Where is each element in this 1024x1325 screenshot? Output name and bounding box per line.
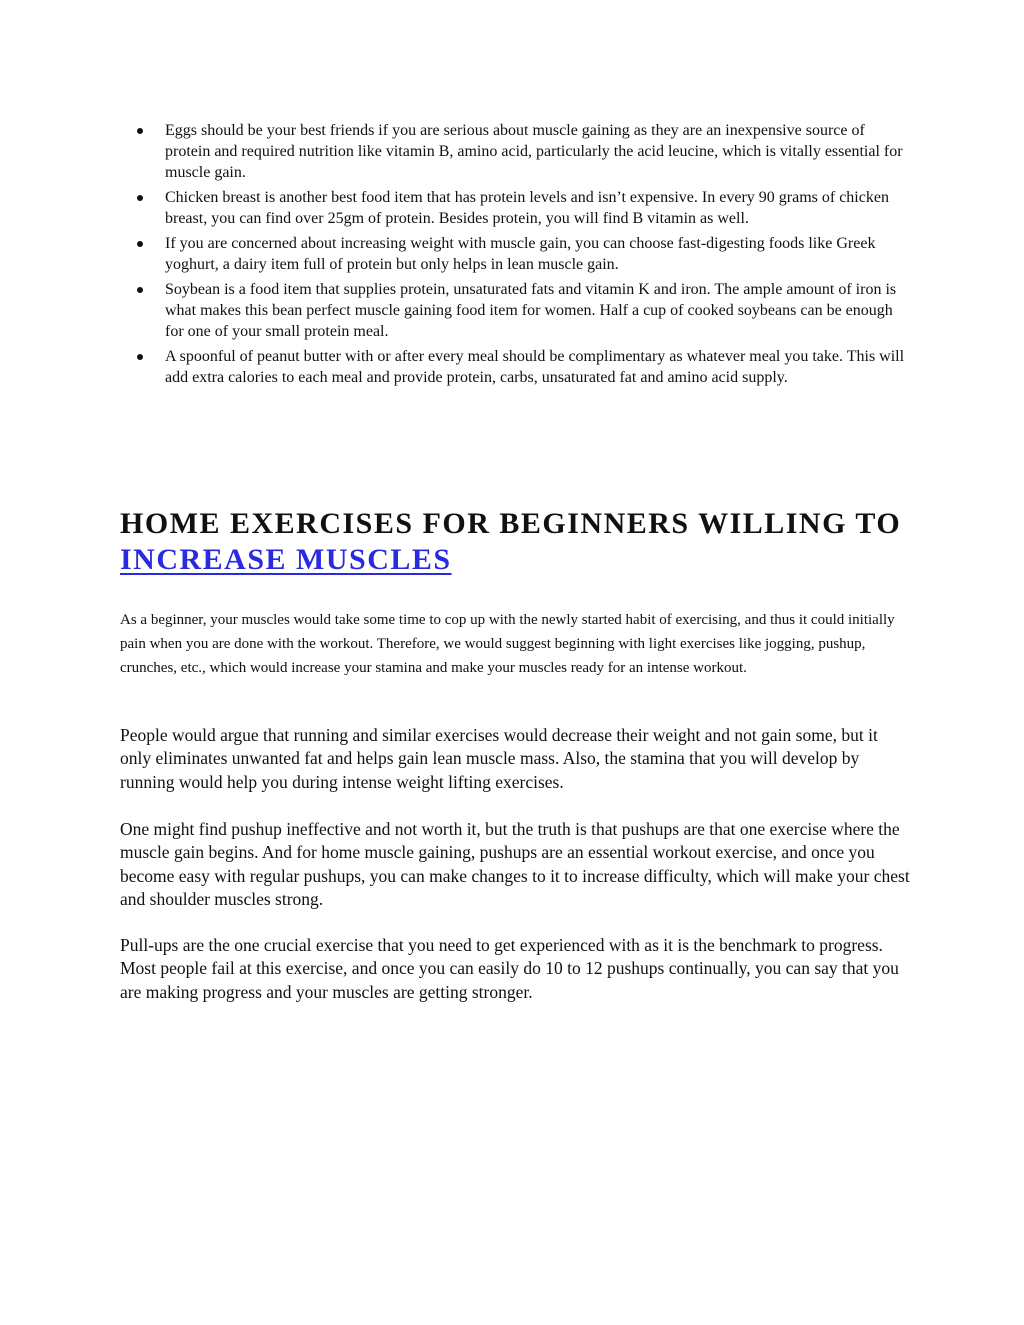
list-item (120, 120, 910, 183)
section-heading (120, 506, 920, 578)
heading-text: HOME EXERCISES FOR BEGINNERS WILLING TO (120, 507, 902, 540)
bullet-icon (137, 195, 143, 201)
running-paragraph: People would argue that running and similar exercises would decrease their weight and not gain some, but it only eliminates unwanted fat and helps gain lean muscle mass. Also, the stamina that you will develop by running would help you during intense weight lifting exercises. (120, 725, 878, 792)
list-item-text: If you are concerned about increasing weight with muscle gain, you can choose fast-digesting foods like Greek yoghurt, a dairy item full of protein but only helps in lean muscle gain. (165, 235, 876, 273)
list-item-text: A spoonful of peanut butter with or after every meal should be complimentary as whatever meal you take. This will add extra calories to each meal and provide protein, carbs, unsaturated fat and amino acid supply. (165, 348, 905, 386)
list-item-text: Eggs should be your best friends if you are serious about muscle gaining as they are an inexpensive source of protein and required nutrition like vitamin B, amino acid, particularly the acid leucine, which is vitally essential for muscle gain. (165, 122, 903, 181)
list-item (120, 187, 910, 229)
bullet-icon (137, 354, 143, 360)
increase-muscles-link[interactable]: INCREASE MUSCLES (120, 543, 452, 576)
food-bullet-list (120, 120, 910, 392)
list-item (120, 279, 910, 342)
list-item (120, 346, 910, 388)
intro-paragraph: As a beginner, your muscles would take some time to cop up with the newly started habit of exercising, and thus it could initially pain when you are done with the workout. Therefore, we would suggest beginning with light exercises like jogging, pushup, crunches, etc., which would increase your stamina and make your muscles ready for an intense workout. (120, 612, 895, 676)
pullup-paragraph: Pull-ups are the one crucial exercise that you need to get experienced with as it is the benchmark to progress. Most people fail at this exercise, and once you can easily do 10 to 12 pushups continually, you can say that you are making progress and your muscles are getting stronger. (120, 935, 899, 1002)
list-item-text: Chicken breast is another best food item that has protein levels and isn’t expensive. In every 90 grams of chicken breast, you can find over 25gm of protein. Besides protein, you will find B vitamin as well. (165, 189, 889, 227)
pushup-paragraph: One might find pushup ineffective and not worth it, but the truth is that pushups are that one exercise where the muscle gain begins. And for home muscle gaining, pushups are an essential workout exercise, and once you become easy with regular pushups, you can make changes to it to increase difficulty, which will make your chest and shoulder muscles strong. (120, 819, 910, 909)
bullet-icon (137, 241, 143, 247)
bullet-icon (137, 287, 143, 293)
list-item (120, 233, 910, 275)
bullet-icon (137, 128, 143, 134)
list-item-text: Soybean is a food item that supplies protein, unsaturated fats and vitamin K and iron. The ample amount of iron is what makes this bean perfect muscle gaining food item for women. Half a cup of cooked soybeans can be enough for one of your small protein meal. (165, 281, 897, 340)
